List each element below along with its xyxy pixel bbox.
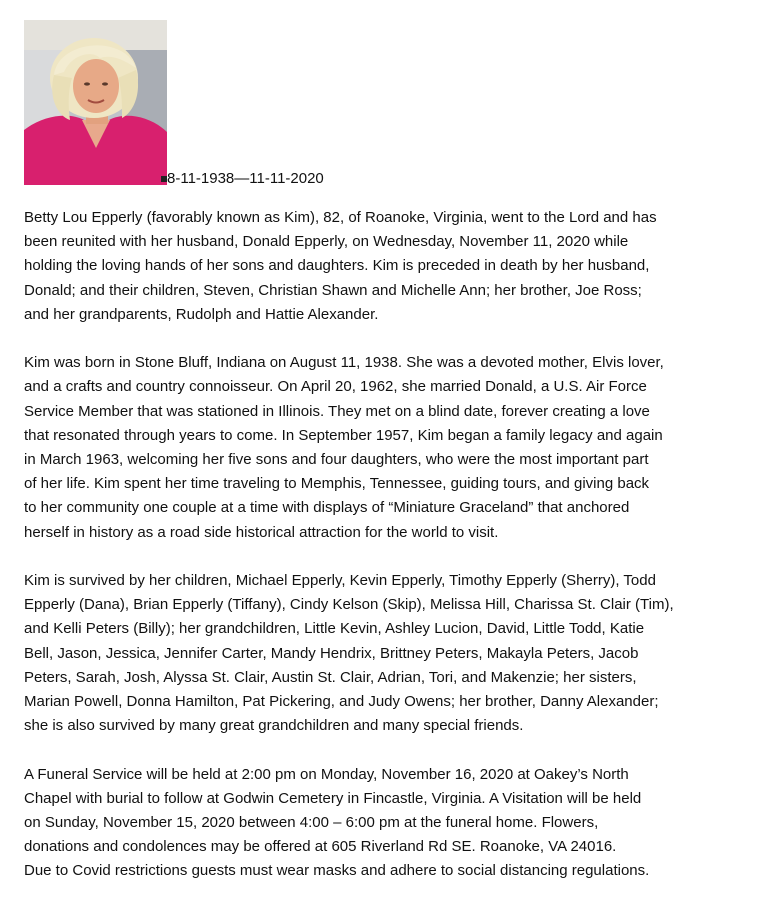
text-line: she is also survived by many great grandchildren and many special friends. bbox=[24, 717, 524, 735]
text-line: Epperly (Dana), Brian Epperly (Tiffany), Cindy Kelson (Skip), Melissa Hill, Charissa St. Clair (Tim), bbox=[24, 596, 674, 614]
text-line: and a crafts and country connoisseur. On April 20, 1962, she married Donald, a U.S. Air Force bbox=[24, 378, 647, 396]
text-line: been reunited with her husband, Donald Epperly, on Wednesday, November 11, 2020 while bbox=[24, 233, 629, 251]
paragraph-passing bbox=[24, 206, 754, 327]
text-line: Service Member that was stationed in Illinois. They met on a blind date, forever creating a love bbox=[24, 402, 650, 420]
text-line: and Kelli Peters (Billy); her grandchildren, Little Kevin, Ashley Lucion, David, Little Todd, Katie bbox=[24, 620, 645, 638]
text-line: Chapel with burial to follow at Godwin Cemetery in Fincastle, Virginia. A Visitation will be held bbox=[24, 789, 642, 807]
paragraph-life bbox=[24, 351, 754, 545]
text-line: Due to Covid restrictions guests must wear masks and adhere to social distancing regulations. bbox=[24, 862, 650, 880]
paragraph-services bbox=[24, 763, 754, 884]
text-line: to her community one couple at a time with displays of “Miniature Graceland” that anchored bbox=[24, 499, 630, 517]
life-dates: 8-11-1938—11-11-2020 bbox=[167, 170, 324, 187]
paragraph-survivors bbox=[24, 569, 754, 738]
text-line: Marian Powell, Donna Hamilton, Pat Pickering, and Judy Owens; her brother, Danny Alexander; bbox=[24, 693, 659, 711]
text-line: donations and condolences may be offered at 605 Riverland Rd SE. Roanoke, VA 24016. bbox=[24, 838, 617, 856]
text-line: Kim was born in Stone Bluff, Indiana on August 11, 1938. She was a devoted mother, Elvis lover, bbox=[24, 354, 664, 372]
obituary-body bbox=[24, 206, 754, 908]
text-line: A Funeral Service will be held at 2:00 pm on Monday, November 16, 2020 at Oakey’s North bbox=[24, 765, 629, 783]
text-line: Betty Lou Epperly (favorably known as Kim), 82, of Roanoke, Virginia, went to the Lord and has bbox=[24, 209, 657, 226]
portrait-illustration bbox=[24, 20, 167, 185]
text-line: Donald; and their children, Steven, Christian Shawn and Michelle Ann; her brother, Joe Ross; bbox=[24, 281, 642, 299]
text-line: that resonated through years to come. In September 1957, Kim began a family legacy and again bbox=[24, 426, 663, 444]
text-line: in March 1963, welcoming her five sons and four daughters, who were the most important part bbox=[24, 451, 649, 469]
text-line: holding the loving hands of her sons and daughters. Kim is preceded in death by her husband, bbox=[24, 257, 650, 275]
text-line: Peters, Sarah, Josh, Alyssa St. Clair, Austin St. Clair, Adrian, Tori, and Makenzie; her sisters, bbox=[24, 668, 637, 686]
text-line: and her grandparents, Rudolph and Hattie Alexander. bbox=[24, 305, 379, 323]
text-line: herself in history as a road side historical attraction for the world to visit. bbox=[24, 523, 499, 541]
portrait-photo bbox=[24, 20, 167, 185]
text-line: of her life. Kim spent her time traveling to Memphis, Tennessee, guiding tours, and giving back bbox=[24, 475, 650, 493]
text-line: Bell, Jason, Jessica, Jennifer Carter, Mandy Hendrix, Brittney Peters, Makayla Peters, Jacob bbox=[24, 644, 639, 662]
text-line: Kim is survived by her children, Michael Epperly, Kevin Epperly, Timothy Epperly (Sherry), Todd bbox=[24, 572, 656, 590]
text-line: on Sunday, November 15, 2020 between 4:00 – 6:00 pm at the funeral home. Flowers, bbox=[24, 814, 599, 832]
